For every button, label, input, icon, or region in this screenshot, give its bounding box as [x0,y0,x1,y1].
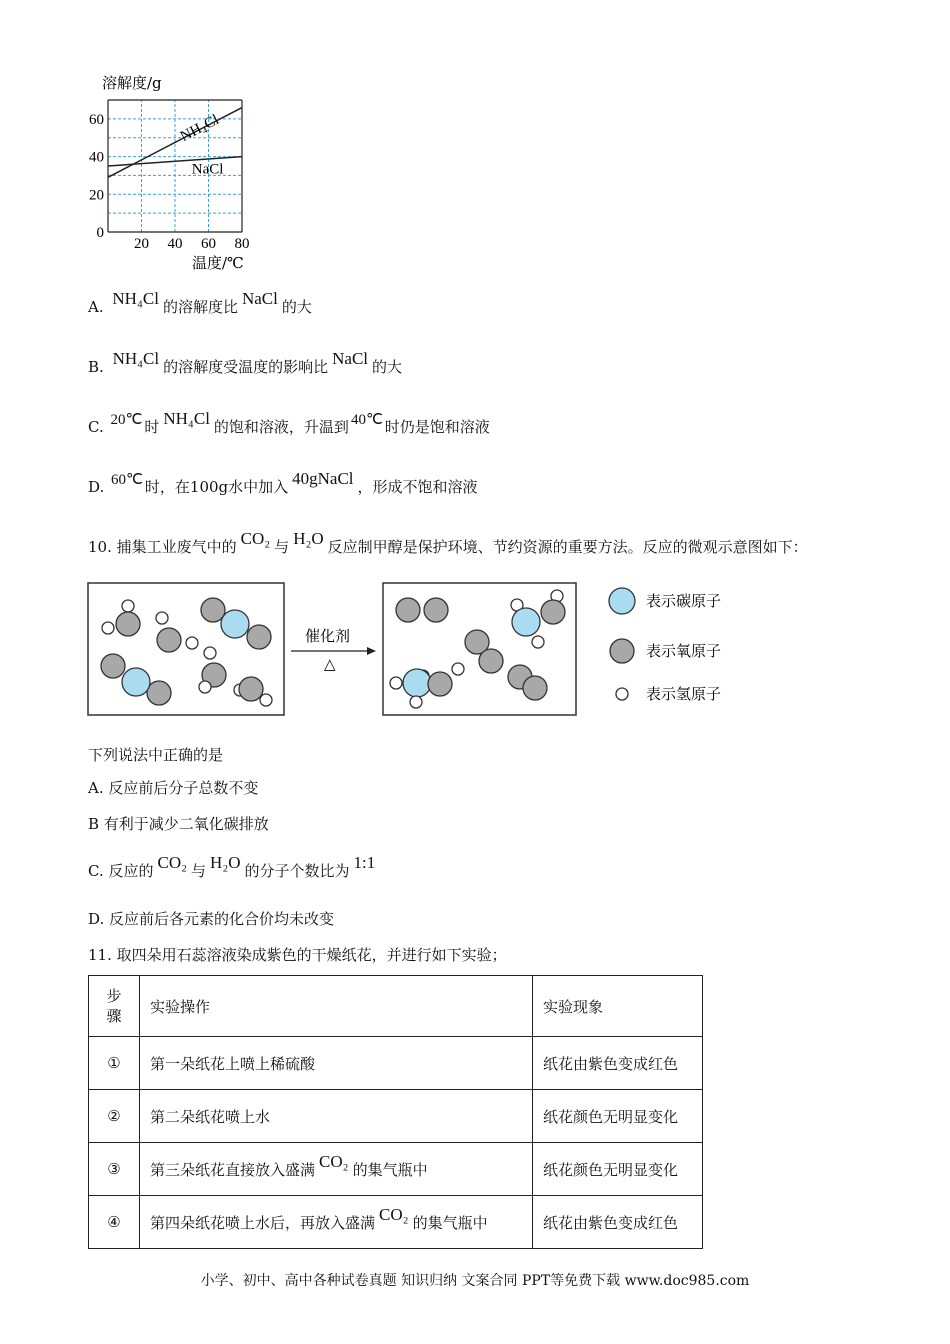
q10-option-c: C. 反应的 CO₂ 与 H₂O 的分子个数比为 1:1 [88,853,376,880]
reaction-diagram [86,580,746,720]
table-row: ④ 第四朵纸花喷上水后，再放入盛满 CO₂ 的集气瓶中 纸花由紫色变成红色 [89,1196,703,1249]
table-row: ① 第一朵纸花上喷上稀硫酸 纸花由紫色变成红色 [89,1037,703,1090]
oxygen-legend-icon [610,639,634,663]
chart-ticks [89,112,250,252]
table-header [89,976,703,1037]
oxygen-atom [147,681,171,705]
oxygen-atom [239,677,263,701]
oxygen-atom [157,628,181,652]
oxygen-atom [247,625,271,649]
chart-series [108,108,242,178]
q9-option-d: D. 60℃ 时，在100g水中加入 40gNaCl ，形成不饱和溶液 [88,469,478,496]
oxygen-atom [424,598,448,622]
hydrogen-atom [156,612,168,624]
oxygen-atom [201,598,225,622]
hydrogen-atom [102,622,114,634]
table-row: ③ 第三朵纸花直接放入盛满 CO₂ 的集气瓶中 纸花颜色无明显变化 [89,1143,703,1196]
header-operation: 实验操作 [140,976,533,1037]
x-axis-label: 温度/℃ [192,254,244,272]
page-footer: 小学、初中、高中各种试卷真题 知识归纳 文案合同 PPT等免费下载 www.doc985.com [200,1273,750,1289]
legend-oxygen: 表示氧原子 [646,642,722,660]
header-result: 实验现象 [533,976,703,1037]
x-tick-label: 60 [201,236,216,252]
x-tick-label: 80 [234,236,250,252]
hydrogen-atom [410,696,422,708]
oxygen-atom [523,676,547,700]
oxygen-atom [428,672,452,696]
q9-option-a: A. NH₄Cl 的溶解度比 NaCl 的大 [88,289,312,316]
y-tick-label: 0 [96,225,104,241]
x-tick-label: 20 [134,236,149,252]
oxygen-atom [479,649,503,673]
hydrogen-legend-icon [616,688,628,700]
hydrogen-atom [452,663,464,675]
hydrogen-atom [532,636,544,648]
series-label-nh4cl: NH₄Cl [177,111,222,146]
legend-carbon: 表示碳原子 [646,592,722,610]
hydrogen-atom [186,637,198,649]
y-tick-label: 60 [89,111,104,128]
q9-option-b: B. NH₄Cl 的溶解度受温度的影响比 NaCl 的大 [88,349,403,376]
heat-symbol: △ [324,655,336,673]
header-step: 步骤 [89,976,140,1037]
oxygen-atom [541,600,565,624]
q10-option-b: B 有利于减少二氧化碳排放 [88,815,269,833]
table-row: ② 第二朵纸花喷上水 纸花颜色无明显变化 [89,1090,703,1143]
carbon-atom [122,668,150,696]
q10-stem: 10. 捕集工业废气中的 CO₂ 与 H₂O 反应制甲醇是保护环境、节约资源的重要方法。反应的微观示意图如下： [88,529,808,556]
y-tick-label: 20 [89,187,104,204]
experiment-table [88,975,703,1249]
arrow-head [367,647,376,655]
catalyst-label: 催化剂 [305,627,351,645]
y-tick-label: 40 [89,149,104,166]
carbon-atom [403,669,431,697]
oxygen-atom [396,598,420,622]
hydrogen-atom [199,681,211,693]
oxygen-atom [116,612,140,636]
series-label-nacl: NaCl [191,161,224,178]
q10-option-a: A. 反应前后分子总数不变 [88,779,259,797]
oxygen-atom [101,654,125,678]
carbon-atom [512,608,540,636]
q9-option-c: C. 20℃ 时 NH₄Cl 的饱和溶液，升温到 40℃ 时仍是饱和溶液 [88,409,490,436]
carbon-atom [221,610,249,638]
q10-option-d: D. 反应前后各元素的化合价均未改变 [88,910,335,928]
hydrogen-atom [122,600,134,612]
y-axis-label: 溶解度/g [102,74,162,92]
legend-hydrogen: 表示氢原子 [646,685,722,703]
hydrogen-atom [204,647,216,659]
q10-prompt: 下列说法中正确的是 [88,746,224,764]
solubility-chart [80,70,280,280]
carbon-legend-icon [609,588,635,614]
hydrogen-atom [390,677,402,689]
hydrogen-atom [260,694,272,706]
x-tick-label: 40 [167,236,183,252]
q11-stem: 11. 取四朵用石蕊溶液染成紫色的干燥纸花，并进行如下实验； [88,946,507,964]
